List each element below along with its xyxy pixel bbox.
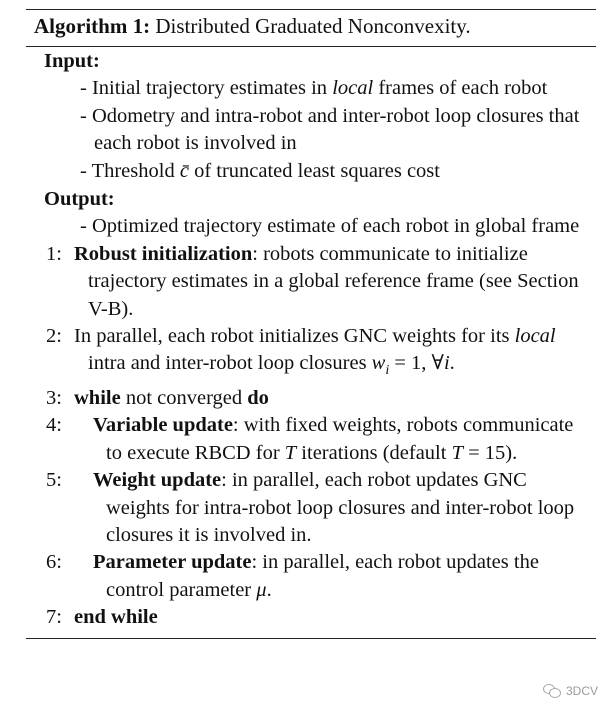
step-text-mid: intra and inter-robot loop closures: [88, 352, 372, 375]
step-number: 5:: [46, 469, 62, 492]
step-text-end: .: [266, 578, 272, 601]
iterations-variable-default: T: [451, 441, 463, 464]
algorithm-box: [26, 9, 596, 639]
step-number: 1:: [46, 242, 62, 265]
step-7: [26, 604, 596, 631]
algorithm-title: [26, 10, 596, 47]
input-item-text: - Odometry and intra-robot and inter-robot loop closures that each robot is involved in: [80, 104, 580, 155]
do-keyword: do: [247, 386, 269, 409]
input-item-emphasis: local: [332, 77, 374, 100]
output-item-text: - Optimized trajectory estimate of each robot in global frame: [80, 215, 580, 238]
step-text-end: ).: [505, 441, 518, 464]
end-while-keyword: end while: [74, 606, 158, 629]
input-item-text-end: frames of each robot: [373, 77, 548, 100]
step-text: : robots communicate to initialize trajectory estimates in a global reference frame (see Section V-B).: [88, 242, 579, 320]
weight-variable: w: [371, 352, 386, 375]
algorithm-title-label: Algorithm 1:: [34, 14, 151, 38]
while-keyword: while: [74, 386, 121, 409]
step-keyword: Weight update: [93, 469, 222, 492]
wechat-icon: [543, 684, 561, 698]
input-header: Input:: [44, 50, 100, 72]
step-emphasis: local: [514, 325, 556, 348]
step-number: 2:: [46, 325, 62, 348]
input-item: [26, 103, 596, 158]
step-text: In parallel, each robot initializes GNC weights for its: [74, 325, 515, 348]
watermark: [543, 684, 598, 698]
step-number: 7:: [46, 606, 62, 629]
iterations-variable: T: [284, 441, 297, 464]
input-item-text: - Initial trajectory estimates in: [80, 77, 333, 100]
step-text-mid: iterations (default: [296, 441, 452, 464]
step-text: : in parallel, each robot updates GNC weights for intra-robot loop closures and inter-robot loop closures it is involved in.: [106, 469, 575, 546]
step-keyword: Variable update: [93, 414, 233, 437]
step-keyword: Parameter update: [93, 551, 252, 574]
step-5: [26, 467, 596, 549]
threshold-symbol: c̄: [179, 159, 189, 182]
input-item: [26, 158, 596, 185]
input-item: [26, 75, 596, 102]
step-text-end: .: [449, 352, 455, 375]
step-number: 4:: [46, 414, 62, 437]
watermark-text: 3DCV: [565, 684, 598, 698]
weight-equation: = 1, ∀: [389, 352, 444, 375]
step-6: [26, 549, 596, 604]
step-text: : in parallel, each robot updates the control parameter: [106, 551, 539, 601]
step-text: not converged: [120, 386, 248, 409]
input-item-text-end: of truncated least squares cost: [188, 159, 440, 182]
control-parameter-symbol: μ: [256, 578, 267, 601]
step-number: 3:: [46, 386, 62, 409]
step-4: [26, 412, 596, 467]
output-header: Output:: [44, 188, 115, 211]
iterations-default-value: = 15: [462, 441, 506, 464]
step-number: 6:: [46, 551, 62, 574]
step-2: [26, 323, 596, 385]
weight-subscript: i: [385, 363, 390, 379]
step-keyword: Robust initialization: [74, 242, 253, 265]
index-variable: i: [443, 352, 450, 375]
input-item-text: - Threshold: [80, 159, 180, 182]
algorithm-title-text: Distributed Graduated Nonconvexity.: [155, 14, 471, 38]
output-item: [26, 213, 596, 240]
step-1: [26, 241, 596, 323]
step-3: [26, 385, 596, 412]
step-text: : with fixed weights, robots communicate to execute RBCD for: [106, 414, 574, 464]
